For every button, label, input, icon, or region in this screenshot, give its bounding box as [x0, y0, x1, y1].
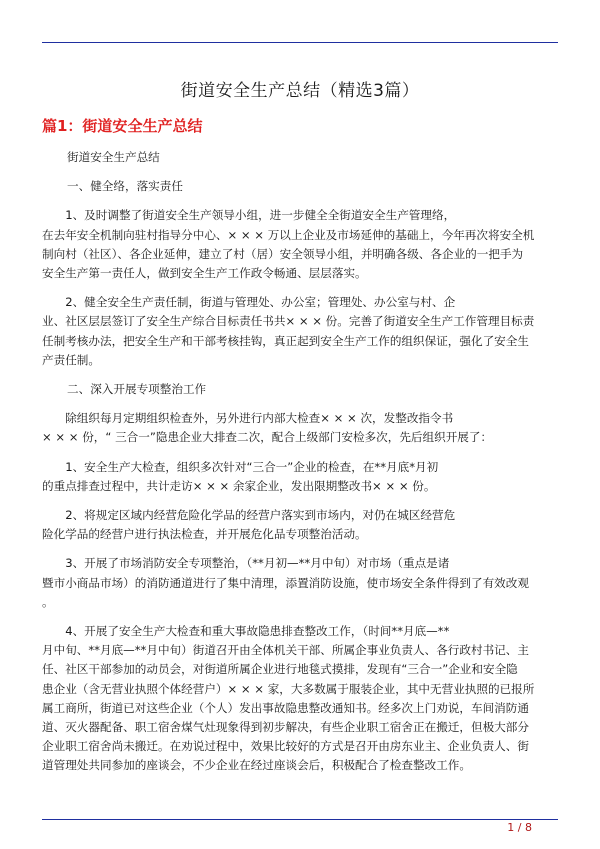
body-paragraph [42, 622, 558, 776]
page-number: 1 / 8 [507, 821, 532, 834]
paragraph-line: 制向村（社区）、各企业延伸，建立了村（居）安全领导小组，并明确各级、各企业的一把手为 [42, 246, 524, 261]
paragraph-line: 月中旬、**月底—**月中旬）街道召开由全体机关干部、所属企事业负责人、各行政村书记、主 [42, 643, 529, 658]
paragraph-line: 患企业（含无营业执照个体经营户）× × × 家，大多数属于服装企业，其中无营业执照的已报所 [42, 681, 535, 696]
body-paragraph [42, 206, 558, 283]
footer-rule [42, 819, 558, 820]
paragraph-line: 二、深入开展专项整治工作 [67, 382, 207, 397]
body-paragraph [42, 148, 558, 167]
paragraph-line: 在去年安全机制向驻村指导分中心、× × × 万以上企业及市场延伸的基础上，今年再次将安全机 [42, 227, 535, 242]
paragraph-line: 暨市小商品市场）的消防通道进行了集中清理，添置消防设施，使市场安全条件得到了有效改观 [42, 575, 529, 590]
paragraph-line: 属工商所，街道已对这些企业（个人）发出事故隐患整改通知书。经多次上门劝说，车间消防通 [42, 700, 529, 715]
paragraph-line: 道、灭火器配备、职工宿舍煤气灶现象得到初步解决，有些企业职工宿舍正在搬迁，但极大部分 [42, 720, 529, 735]
paragraph-line: 1、及时调整了街道安全生产领导小组，进一步健全全街道安全生产管理络， [42, 208, 456, 223]
paragraph-line: 任、社区干部参加的动员会，对街道所属企业进行地毯式摸排，发现有“三合一”企业和安全隐 [42, 662, 518, 677]
header-rule [42, 42, 558, 43]
section-heading: 篇1：街道安全生产总结 [42, 117, 203, 135]
document-body [42, 148, 558, 786]
body-paragraph [42, 554, 558, 612]
body-paragraph [42, 293, 558, 370]
body-paragraph [42, 177, 558, 196]
body-paragraph [42, 458, 558, 496]
paragraph-line: 一、健全络，落实责任 [67, 179, 183, 194]
paragraph-line: 道管理处共同参加的座谈会，不少企业在经过座谈会后，积极配合了检查整改工作。 [42, 758, 471, 773]
paragraph-line: × × × 份，“ 三合一”隐患企业大排查二次，配合上级部门安检多次，先后组织开展了： [42, 430, 493, 445]
paragraph-line: 。 [42, 594, 54, 609]
paragraph-line: 4、开展了安全生产大检查和重大事故隐患排查整改工作，（时间**月底—** [42, 624, 450, 639]
paragraph-line: 1、安全生产大检查，组织多次针对“三合一”企业的检查，在**月底*月初 [42, 459, 439, 474]
body-paragraph [42, 380, 558, 399]
paragraph-line: 安全生产第一责任人，做到安全生产工作政令畅通、层层落实。 [42, 266, 367, 281]
paragraph-line: 企业职工宿舍尚未搬迁。在劝说过程中，效果比较好的方式是召开由房东业主、企业负责人、街 [42, 739, 529, 754]
paragraph-line: 2、健全安全生产责任制，街道与管理处、办公室；管理处、办公室与村、企 [42, 295, 456, 310]
paragraph-line: 3、开展了市场消防安全专项整治，（**月初—**月中旬）对市场（重点是诸 [42, 556, 450, 571]
paragraph-line: 除组织每月定期组织检查外，另外进行内部大检查× × × 次，发整改指令书 [42, 411, 454, 426]
body-paragraph [42, 409, 558, 447]
body-paragraph [42, 506, 558, 544]
paragraph-line: 2、将规定区域内经营危险化学品的经营户落实到市场内，对仍在城区经营危 [42, 508, 456, 523]
paragraph-line: 产责任制。 [42, 352, 100, 367]
paragraph-line: 的重点排查过程中，共计走访× × × 余家企业，发出限期整改书× × × 份。 [42, 478, 436, 493]
paragraph-line: 任制考核办法，把安全生产和干部考核挂钩，真正起到安全生产工作的组织保证，强化了安全生 [42, 333, 529, 348]
paragraph-line: 街道安全生产总结 [67, 150, 160, 164]
document-title: 街道安全生产总结（精选3篇） [180, 81, 420, 101]
paragraph-line: 业、社区层层签订了安全生产综合目标责任书共× × × 份。完善了街道安全生产工作管理目标责 [42, 314, 535, 329]
paragraph-line: 险化学品的经营户进行执法检查，并开展危化品专项整治活动。 [42, 527, 367, 542]
